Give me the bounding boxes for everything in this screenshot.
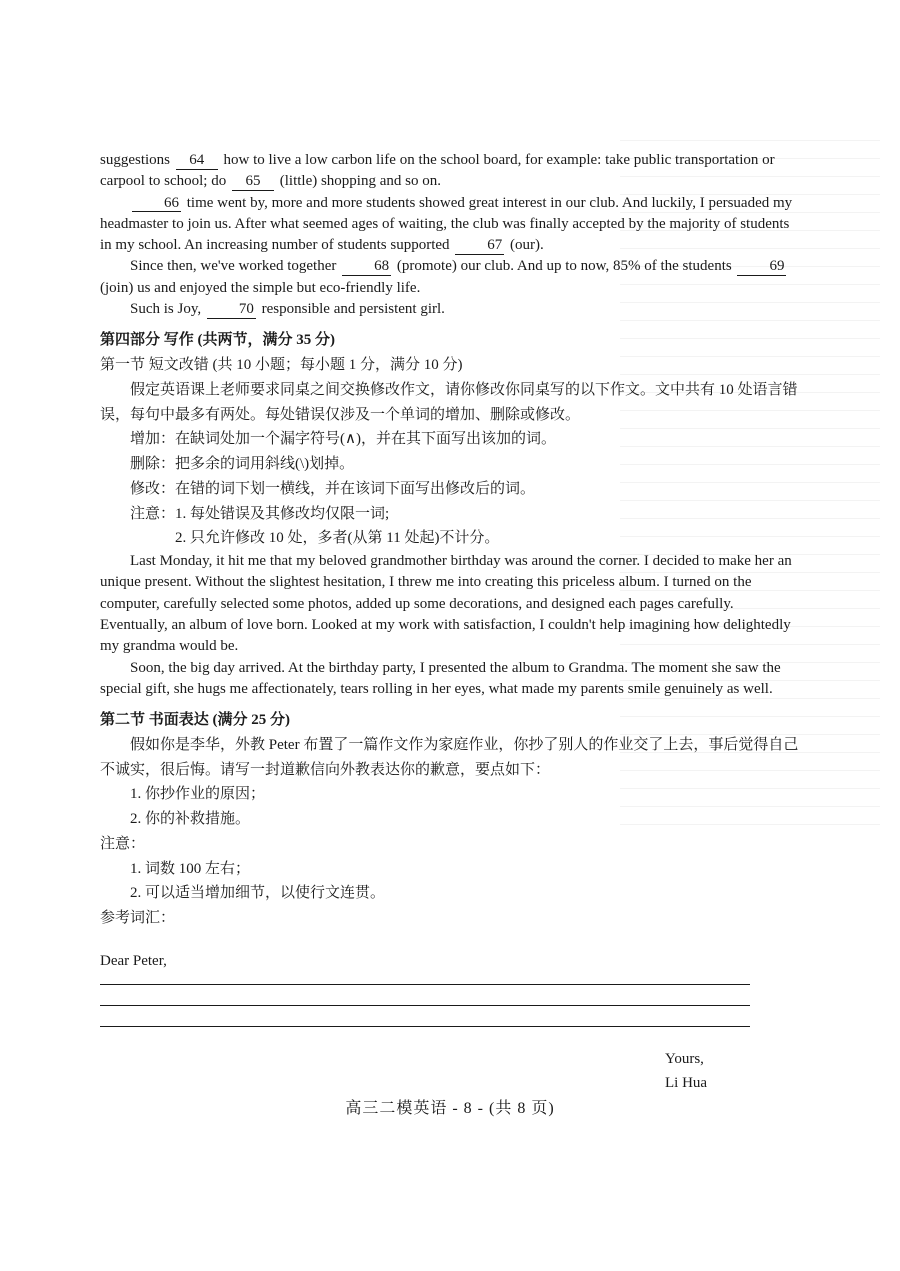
letter-signature: Li Hua: [665, 1075, 708, 1092]
answer-line[interactable]: [100, 1005, 750, 1006]
cloze-paragraph-1: suggestions 64 how to live a low carbon life on the school board, for example: take public transportation or carpool to school; do 65 (little) shopping and so on.: [100, 152, 775, 190]
error-correction-instructions: 假定英语课上老师要求同桌之间交换修改作文，请你修改你同桌写的以下作文。文中共有 10 处语言错误，每句中最多有两处。每处错误仅涉及一个单词的增加、删除或修改。: [100, 381, 798, 423]
writing-note-2: 2. 可以适当增加细节，以使行文连贯。: [130, 885, 386, 902]
letter-salutation: Dear Peter,: [100, 952, 167, 969]
note-label-2: 注意：: [100, 835, 146, 852]
answer-line[interactable]: [100, 984, 750, 985]
error-passage-paragraph-1: Last Monday, it hit me that my beloved grandmother birthday was around the corner. I decided to make her an unique present. Without the slightest hesitation, I threw me into creating this priceless album. I turned on the computer, carefully selected some photos, added up some decorations, and designed each pages carefully. Eventually, an album of love born. Looked at my work with satisfaction, I couldn't help imagining how delightedly my grandma would be.: [100, 553, 792, 655]
note-2: 2. 只允许修改 10 处，多者(从第 11 处起)不计分。: [175, 530, 500, 547]
blank-65: 65: [232, 173, 274, 191]
part-2-title: 第二节 书面表达 (满分 25 分): [100, 712, 290, 729]
requirement-1: 1. 你抄作业的原因；: [130, 786, 266, 803]
page-footer: 高三二模英语 - 8 - (共 8 页): [345, 1100, 555, 1117]
part-1-title: 第一节 短文改错 (共 10 小题；每小题 1 分，满分 10 分): [100, 357, 463, 374]
rule-modify: 修改：在错的词下划一横线，并在该词下面写出修改后的词。: [130, 480, 536, 497]
rule-add: 增加：在缺词处加一个漏字符号(∧)，并在其下面写出该加的词。: [130, 431, 556, 448]
requirement-2: 2. 你的补救措施。: [130, 811, 251, 828]
blank-68: 68: [342, 258, 391, 276]
error-passage-paragraph-2: Soon, the big day arrived. At the birthday party, I presented the album to Grandma. The moment she saw the special gift, she hugs me affectionately, tears rolling in her eyes, what made my parents smile genuinely as well.: [100, 659, 781, 697]
answer-lines: [100, 984, 802, 1027]
page-content: [100, 150, 802, 1095]
section-4-title: 第四部分 写作 (共两节，满分 35 分): [100, 332, 335, 349]
blank-70: 70: [207, 301, 256, 319]
blank-66: 66: [132, 195, 181, 213]
note-label: 注意：: [130, 505, 176, 522]
blank-69: 69: [737, 258, 786, 276]
vocab-label: 参考词汇：: [100, 910, 176, 927]
answer-line[interactable]: [100, 1026, 750, 1027]
cloze-paragraph-4: Such is Joy, 70 responsible and persistent girl.: [130, 301, 445, 318]
note-1: 注意：1. 每处错误及其修改均仅限一词;: [130, 505, 390, 522]
blank-67: 67: [455, 237, 504, 255]
writing-note-1: 1. 词数 100 左右；: [130, 860, 251, 877]
cloze-paragraph-3: Since then, we've worked together 68 (promote) our club. And up to now, 85% of the students 69 (join) us and enjoyed the simple but eco-friendly life.: [100, 258, 785, 296]
writing-task: 假如你是李华，外教 Peter 布置了一篇作文作为家庭作业，你抄了别人的作业交了上去，事后觉得自己不诚实，很后悔。请写一封道歉信向外教表达你的歉意，要点如下：: [100, 736, 799, 778]
rule-delete: 删除：把多余的词用斜线(\)划掉。: [130, 456, 355, 473]
letter-closing: Yours,: [665, 1051, 704, 1068]
cloze-paragraph-2: 66 time went by, more and more students showed great interest in our club. And luckily, I persuaded my headmaster to join us. After what seemed ages of waiting, the club was finally accepted by the majority of students in my school. An increasing number of students supported 67 (our).: [100, 194, 793, 254]
blank-64: 64: [176, 152, 218, 170]
